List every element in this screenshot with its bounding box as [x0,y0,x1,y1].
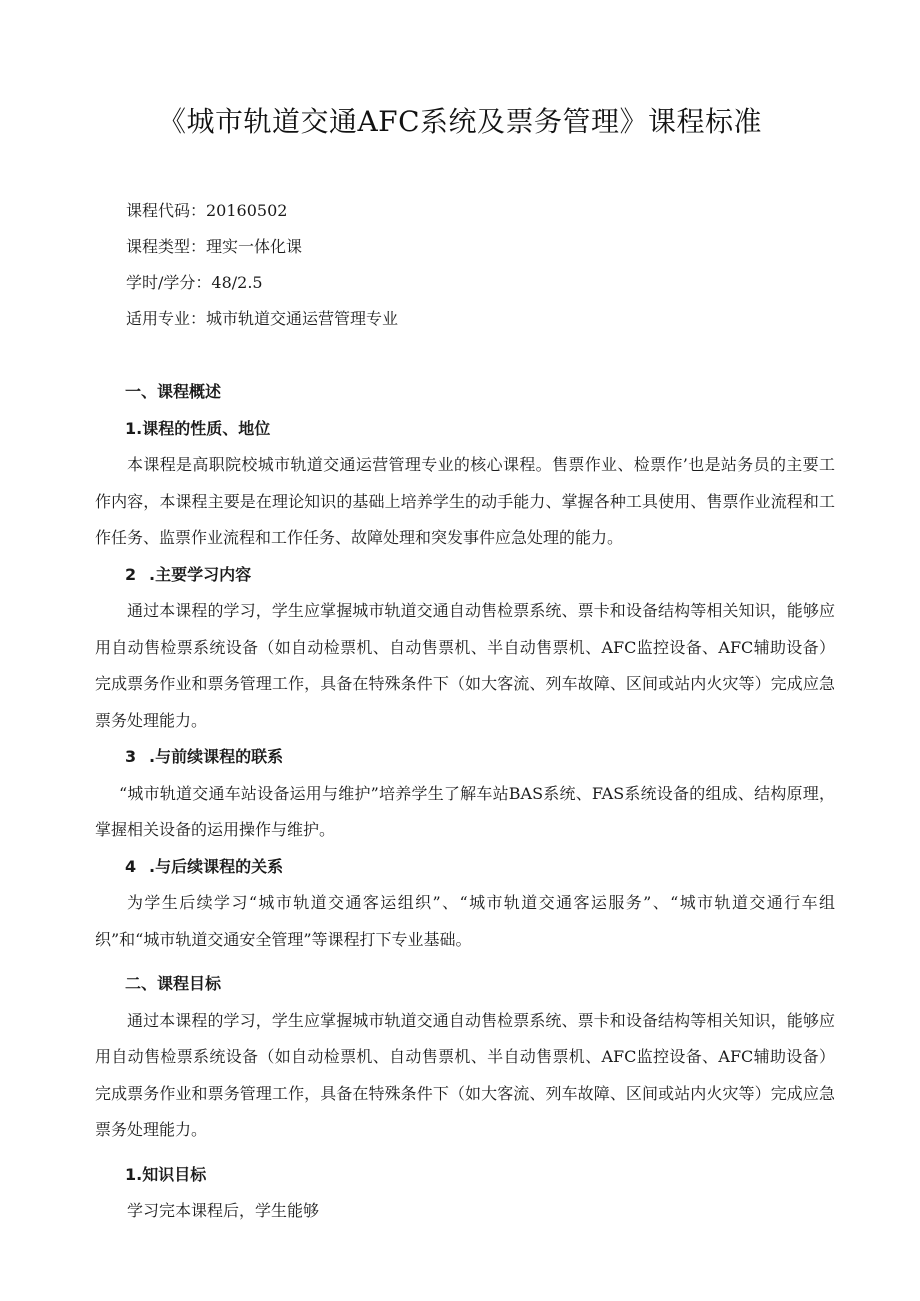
subsection-title: .与前续课程的联系 [149,747,284,766]
page-title: 《城市轨道交通AFC系统及票务管理》课程标准 [157,105,763,138]
paragraph-knowledge: 学习完本课程后，学生能够 [127,1201,320,1220]
course-code: 课程代码：20160502 [126,201,288,220]
course-meta [126,193,398,337]
subsection-number: 2 [125,564,137,584]
subsection-heading-knowledge: 1.知识目标 [125,1164,207,1184]
course-major: 适用专业：城市轨道交通运营管理专业 [126,309,399,328]
subsection-heading-later [95,849,835,886]
subsection-heading-nature: 1.课程的性质、地位 [125,418,271,438]
section-heading-goals: 二、课程目标 [125,974,222,993]
paragraph-prior: “城市轨道交通车站设备运用与维护”培养学生了解车站BAS系统、FAS系统设备的组成、结构原理，掌握相关设备的运用操作与维护。 [95,783,835,839]
document-body [95,374,835,1230]
subsection-number: 3 [125,747,137,766]
paragraph-content: 通过本课程的学习，学生应掌握城市轨道交通自动售检票系统、票卡和设备结构等相关知识，能够应用自动售检票系统设备（如自动检票机、自动售票机、半自动售票机、AFC监控设备、AFC辅助设备）完成票务作业和票务管理工作，具备在特殊条件下（如大客流、列车故障、区间或站内火灾等）完成应急票务处理能力。 [95,601,835,730]
paragraph-nature: 本课程是高职院校城市轨道交通运营管理专业的核心课程。售票作业、检票作’也是站务员的主要工作内容，本课程主要是在理论知识的基础上培养学生的动手能力、掌握各种工具使用、售票作业流程和工作任务、监票作业流程和工作任务、故障处理和突发事件应急处理的能力。 [95,455,835,547]
subsection-title: .主要学习内容 [149,564,252,584]
section-heading-overview: 一、课程概述 [125,382,222,401]
subsection-heading-content [95,557,835,594]
paragraph-goals: 通过本课程的学习，学生应掌握城市轨道交通自动售检票系统、票卡和设备结构等相关知识，能够应用自动售检票系统设备（如自动检票机、自动售票机、半自动售票机、AFC监控设备、AFC辅助设备）完成票务作业和票务管理工作，具备在特殊条件下（如大客流、列车故障、区间或站内火灾等）完成应急票务处理能力。 [95,1010,835,1139]
course-type: 课程类型：理实一体化课 [126,237,303,256]
subsection-heading-prior [95,739,835,776]
paragraph-later: 为学生后续学习“城市轨道交通客运组织”、“城市轨道交通客运服务”、“城市轨道交通行车组织”和“城市轨道交通安全管理”等课程打下专业基础。 [95,893,835,949]
subsection-number: 4 [125,856,137,876]
course-hours: 学时/学分：48/2.5 [126,273,263,292]
subsection-title: .与后续课程的关系 [149,856,284,876]
